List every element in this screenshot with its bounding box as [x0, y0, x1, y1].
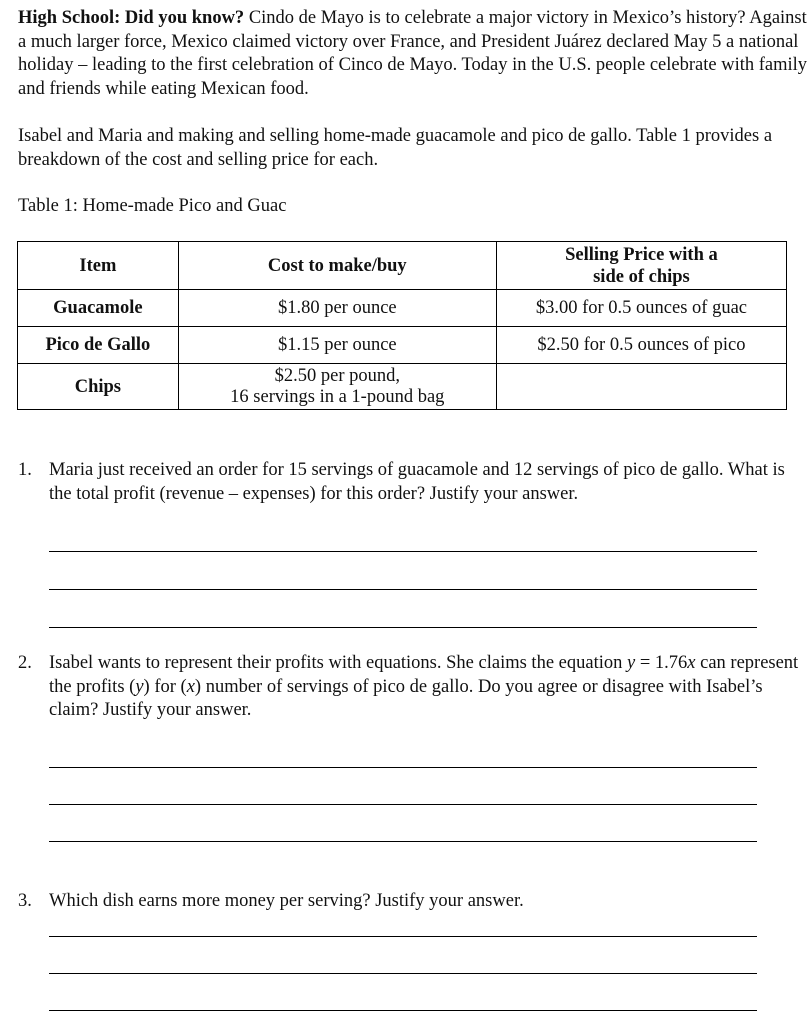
question-3 — [18, 890, 808, 914]
table-caption: Table 1: Home-made Pico and Guac — [18, 196, 287, 216]
row-item: Chips — [18, 364, 179, 410]
row-item: Guacamole — [18, 290, 179, 327]
question-text-part: = 1.76 — [635, 653, 688, 673]
row-cost — [178, 364, 496, 410]
header-cost: Cost to make/buy — [178, 242, 496, 290]
row-price: $3.00 for 0.5 ounces of guac — [496, 290, 786, 327]
question-text-part: ) for ( — [143, 676, 187, 697]
row-cost: $1.15 per ounce — [178, 327, 496, 364]
question-text: Maria just received an order for 15 servings of guacamole and 12 servings of pico de gallo. What is the total profit (revenue – expenses) for this order? Justify your answer. — [49, 460, 785, 504]
header-item: Item — [18, 242, 179, 290]
question-number: 2. — [18, 653, 32, 673]
question-text: Which dish earns more money per serving? Justify your answer. — [49, 891, 524, 911]
answer-line[interactable] — [49, 973, 757, 974]
question-1 — [18, 459, 808, 506]
intro-lead: High School: Did you know? — [18, 8, 245, 28]
answer-line[interactable] — [49, 589, 757, 590]
question-text-part: can represent the profits ( — [49, 653, 799, 697]
table-row — [18, 364, 787, 410]
header-price — [496, 242, 786, 290]
variable-y: y — [626, 653, 636, 673]
answer-line[interactable] — [49, 767, 757, 768]
table-row — [18, 327, 787, 364]
answer-line[interactable] — [49, 627, 757, 628]
context-paragraph: Isabel and Maria and making and selling home-made guacamole and pico de gallo. Table 1 provides a breakdown of the cost and selling price for each. — [18, 126, 773, 170]
question-text-part: Isabel wants to represent their profits with equations. She claims the equation — [49, 653, 627, 673]
table-header-row — [18, 242, 787, 290]
answer-line[interactable] — [49, 551, 757, 552]
header-price-line2: side of chips — [593, 266, 690, 287]
variable-x: x — [687, 653, 696, 673]
question-text-part: ) number of servings of pico de gallo. Do you agree or disagree with Isabel’s claim? Justify your answer. — [49, 676, 763, 720]
question-2 — [18, 652, 808, 723]
intro-text: Cindo de Mayo is to celebrate a major victory in Mexico’s history? Against a much larger force, Mexico claimed victory over France, and President Juárez declared May 5 a national holiday – leading to the first celebration of Cinco de Mayo. Today in the U.S. people celebrate with family and friends while eating Mexican food. — [18, 8, 808, 99]
variable-x: x — [186, 676, 195, 697]
answer-line[interactable] — [49, 804, 757, 805]
row-cost: $1.80 per ounce — [178, 290, 496, 327]
answer-line[interactable] — [49, 1010, 757, 1011]
answer-line[interactable] — [49, 936, 757, 937]
question-number: 3. — [18, 891, 32, 911]
variable-y: y — [135, 676, 144, 697]
question-number: 1. — [18, 460, 32, 480]
row-price: $2.50 for 0.5 ounces of pico — [496, 327, 786, 364]
pricing-table — [17, 241, 787, 410]
row-cost-line2: 16 servings in a 1-pound bag — [230, 386, 445, 407]
answer-line[interactable] — [49, 841, 757, 842]
question-text — [49, 652, 808, 723]
row-item: Pico de Gallo — [18, 327, 179, 364]
row-cost-line1: $2.50 per pound, — [274, 365, 400, 386]
header-price-line1: Selling Price with a — [565, 244, 718, 265]
row-price — [496, 364, 786, 410]
intro-paragraph — [18, 7, 808, 101]
table-row — [18, 290, 787, 327]
